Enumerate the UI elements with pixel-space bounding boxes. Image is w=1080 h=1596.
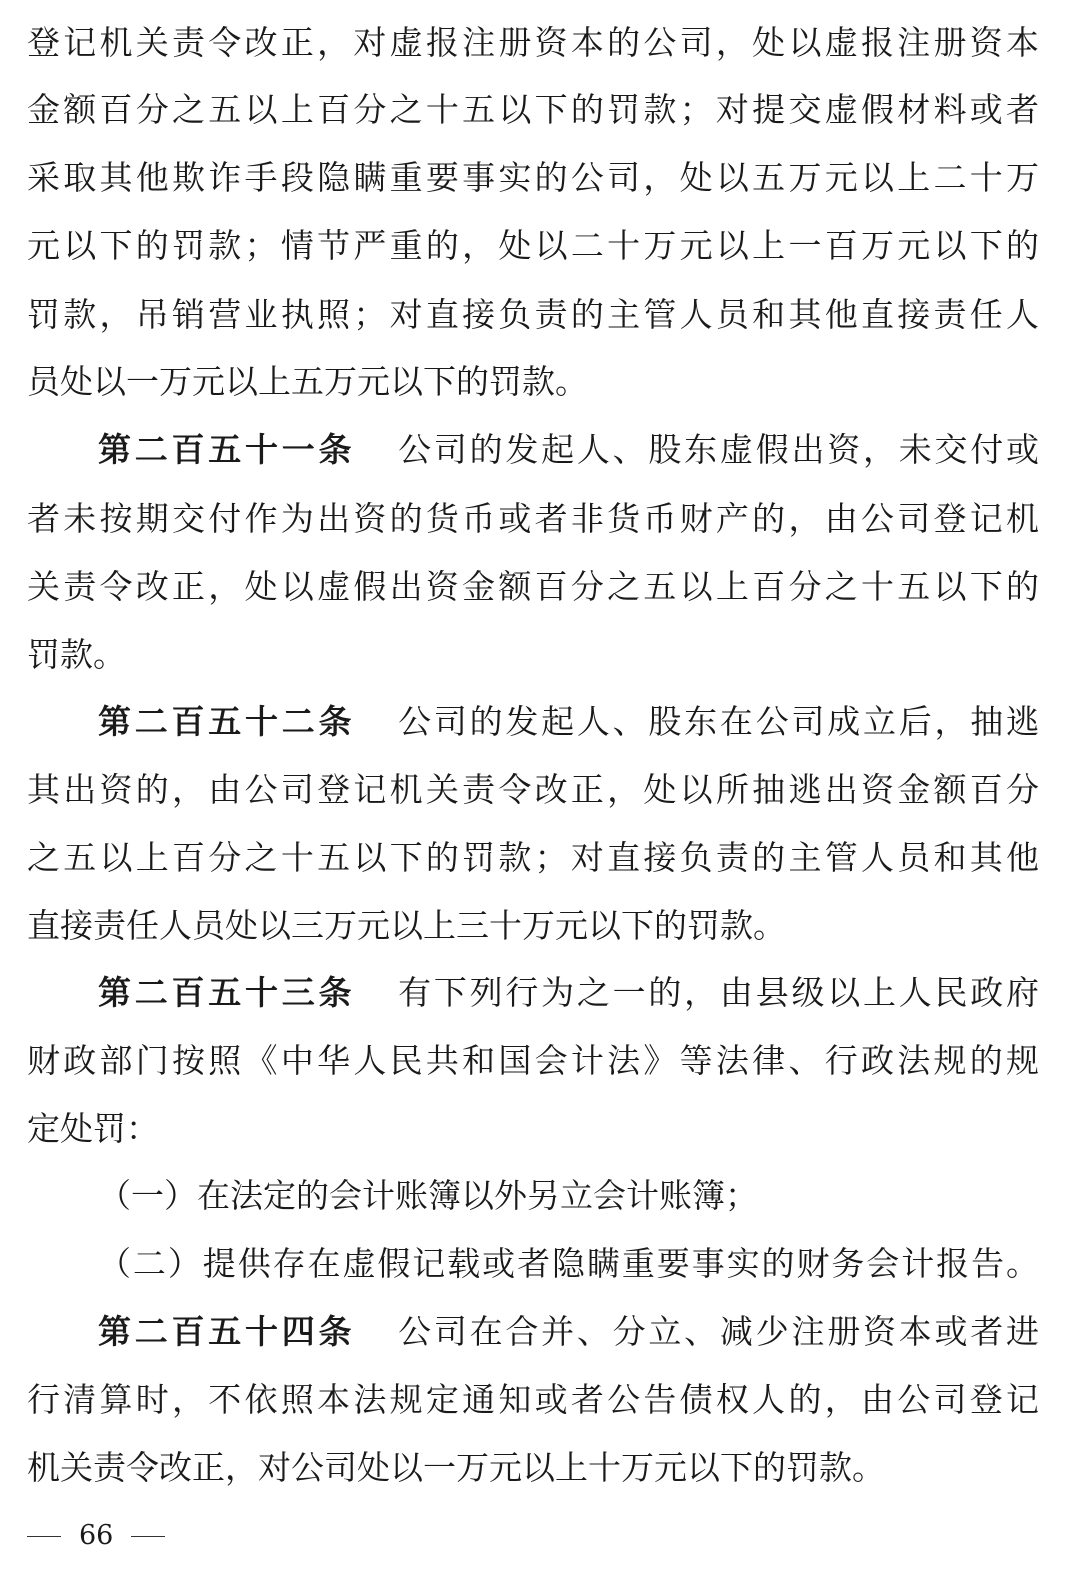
article-254-first-line <box>98 1302 1039 1362</box>
paragraph-line: 登记机关责令改正，对虚报注册资本的公司，处以虚报注册资本 <box>27 23 1039 62</box>
paragraph-line: 财政部门按照《中华人民共和国会计法》等法律、行政法规的规 <box>27 1041 1039 1080</box>
footer-dash-left <box>27 1536 61 1537</box>
paragraph-line: 罚款，吊销营业执照；对直接负责的主管人员和其他直接责任人 <box>27 295 1039 334</box>
article-252-text: 公司的发起人、股东在公司成立后，抽逃 <box>395 702 1040 741</box>
article-253-label: 第二百五十三条 <box>98 973 356 1012</box>
paragraph-line: 关责令改正，处以虚假出资金额百分之五以上百分之十五以下的 <box>27 567 1039 606</box>
footer-dash-right <box>131 1536 165 1537</box>
paragraph-line: 定处罚： <box>27 1109 159 1148</box>
paragraph-line: 直接责任人员处以三万元以上三十万元以下的罚款。 <box>27 906 786 945</box>
article-253-first-line <box>98 963 1039 1023</box>
paragraph-line: 员处以一万元以上五万元以下的罚款。 <box>27 362 588 401</box>
paragraph-line: 之五以上百分之十五以下的罚款；对直接负责的主管人员和其他 <box>27 838 1039 877</box>
paragraph-line: 金额百分之五以上百分之十五以下的罚款；对提交虚假材料或者 <box>27 90 1039 129</box>
page-number: 66 <box>79 1520 114 1551</box>
article-251-label: 第二百五十一条 <box>98 430 356 469</box>
paragraph-line: 其出资的，由公司登记机关责令改正，处以所抽逃出资金额百分 <box>27 770 1039 809</box>
list-item: （二）提供存在虚假记载或者隐瞒重要事实的财务会计报告。 <box>98 1244 1039 1283</box>
paragraph-line: 者未按期交付作为出资的货币或者非货币财产的，由公司登记机 <box>27 499 1039 538</box>
article-252-first-line <box>98 692 1039 752</box>
paragraph-line: 机关责令改正，对公司处以一万元以上十万元以下的罚款。 <box>27 1448 885 1487</box>
article-252-label: 第二百五十二条 <box>98 702 356 741</box>
article-253-text: 有下列行为之一的，由县级以上人民政府 <box>395 973 1040 1012</box>
paragraph-line: 罚款。 <box>27 635 126 674</box>
paragraph-line: 行清算时，不依照本法规定通知或者公告债权人的，由公司登记 <box>27 1380 1039 1419</box>
paragraph-line: 元以下的罚款；情节严重的，处以二十万元以上一百万元以下的 <box>27 226 1039 265</box>
article-254-label: 第二百五十四条 <box>98 1312 356 1351</box>
page-footer <box>27 1516 165 1556</box>
article-254-text: 公司在合并、分立、减少注册资本或者进 <box>395 1312 1040 1351</box>
article-251-text: 公司的发起人、股东虚假出资，未交付或 <box>395 430 1040 469</box>
list-item: （一）在法定的会计账簿以外另立会计账簿； <box>98 1176 758 1215</box>
article-251-first-line <box>98 420 1039 480</box>
paragraph-line: 采取其他欺诈手段隐瞒重要事实的公司，处以五万元以上二十万 <box>27 158 1039 197</box>
